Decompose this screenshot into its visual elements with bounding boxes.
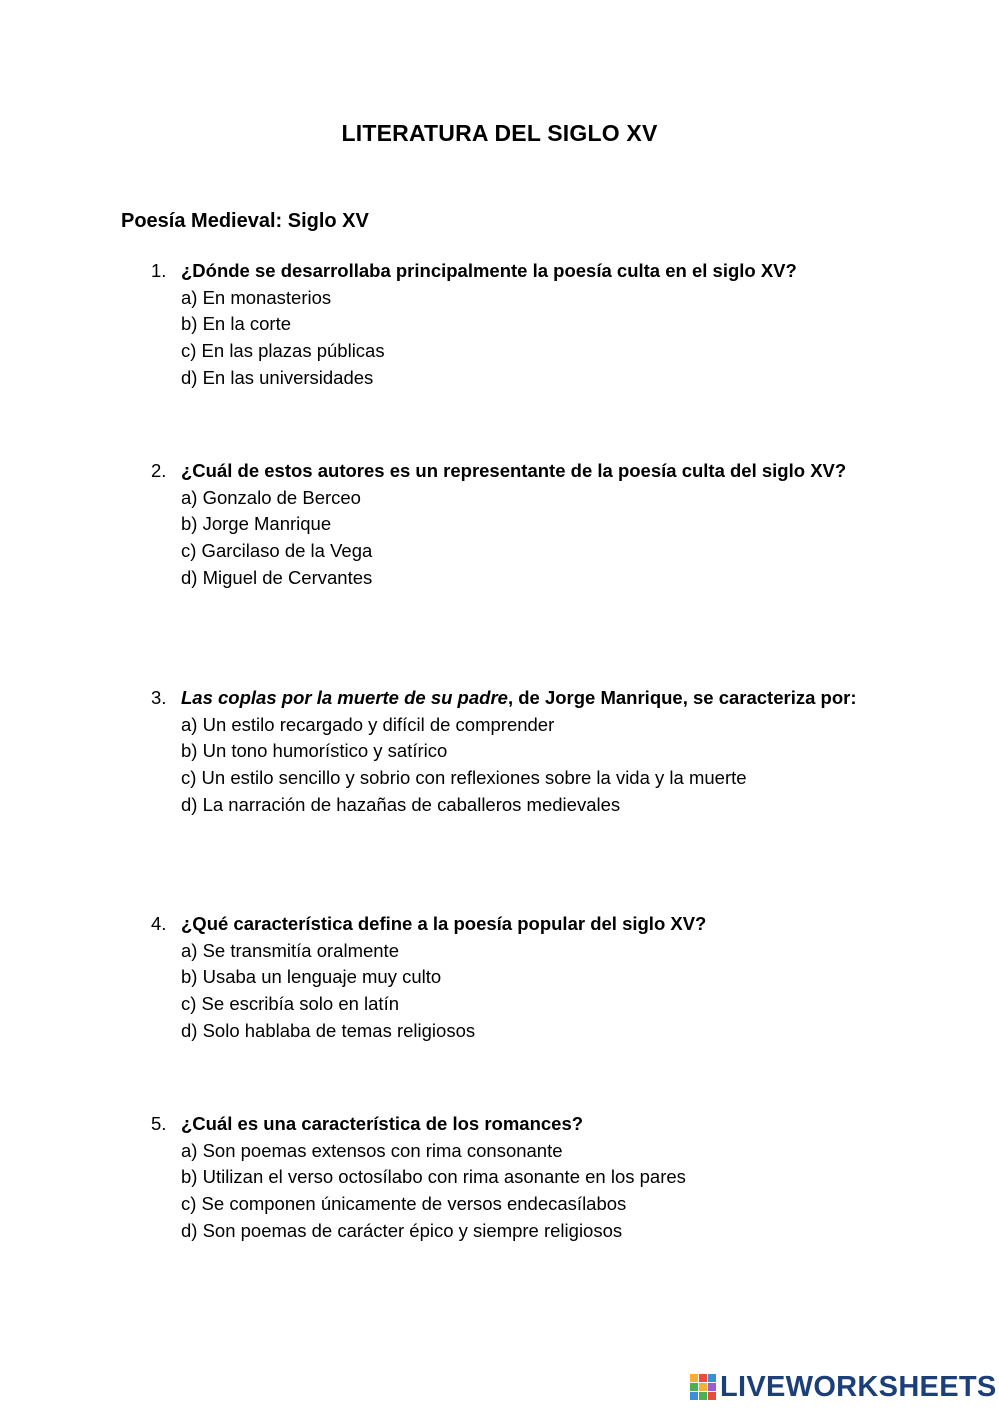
logo-text: LIVEWORKSHEETS [720,1370,997,1403]
question-text: ¿Cuál de estos autores es un representante de la poesía culta del siglo XV? [181,460,847,481]
page-title: LITERATURA DEL SIGLO XV [341,120,658,146]
option-d[interactable]: d) En las universidades [181,366,374,388]
question-4 [151,911,881,1045]
option-c[interactable]: c) Garcilaso de la Vega [181,540,373,562]
option-b[interactable]: b) Un tono humorístico y satírico [181,740,448,762]
question-number: 5. [151,1113,167,1134]
question-5 [151,1111,881,1245]
option-a[interactable]: a) En monasterios [181,286,332,308]
question-text: ¿Qué característica define a la poesía popular del siglo XV? [181,913,707,934]
question-text: ¿Dónde se desarrollaba principalmente la poesía culta en el siglo XV? [181,260,797,281]
question-number: 2. [151,460,167,481]
option-d[interactable]: d) La narración de hazañas de caballeros medievales [181,793,621,815]
question-2 [151,458,881,592]
option-b[interactable]: b) Jorge Manrique [181,513,332,535]
option-c[interactable]: c) Un estilo sencillo y sobrio con reflexiones sobre la vida y la muerte [181,767,747,789]
option-d[interactable]: d) Miguel de Cervantes [181,566,373,588]
option-d[interactable]: d) Son poemas de carácter épico y siempre religiosos [181,1219,623,1241]
question-number: 1. [151,260,167,281]
option-a[interactable]: a) Un estilo recargado y difícil de comprender [181,713,555,735]
option-c[interactable]: c) Se componen únicamente de versos endecasílabos [181,1193,627,1215]
options-list [181,485,881,592]
option-a[interactable]: a) Se transmitía oralmente [181,939,399,961]
option-c[interactable]: c) Se escribía solo en latín [181,993,399,1015]
work-title: Las coplas por la muerte de su padre [181,687,508,708]
option-a[interactable]: a) Son poemas extensos con rima consonante [181,1139,563,1161]
question-number: 4. [151,913,167,934]
option-d[interactable]: d) Solo hablaba de temas religiosos [181,1019,476,1041]
options-list [181,712,881,819]
question-1 [151,258,881,392]
option-a[interactable]: a) Gonzalo de Berceo [181,486,361,508]
question-text [181,685,881,712]
options-list [181,285,881,392]
options-list [181,1138,881,1245]
question-3 [151,685,881,819]
question-text-rest: , de Jorge Manrique, se caracteriza por: [507,687,857,708]
question-number: 3. [151,687,167,708]
liveworksheets-logo-icon [690,1374,716,1400]
question-text: ¿Cuál es una característica de los romances? [181,1113,584,1134]
option-b[interactable]: b) En la corte [181,313,292,335]
option-b[interactable]: b) Utilizan el verso octosílabo con rima asonante en los pares [181,1166,686,1188]
options-list [181,938,881,1045]
liveworksheets-logo[interactable] [690,1370,997,1404]
option-c[interactable]: c) En las plazas públicas [181,340,385,362]
section-heading: Poesía Medieval: Siglo XV [121,210,369,232]
option-b[interactable]: b) Usaba un lenguaje muy culto [181,966,442,988]
